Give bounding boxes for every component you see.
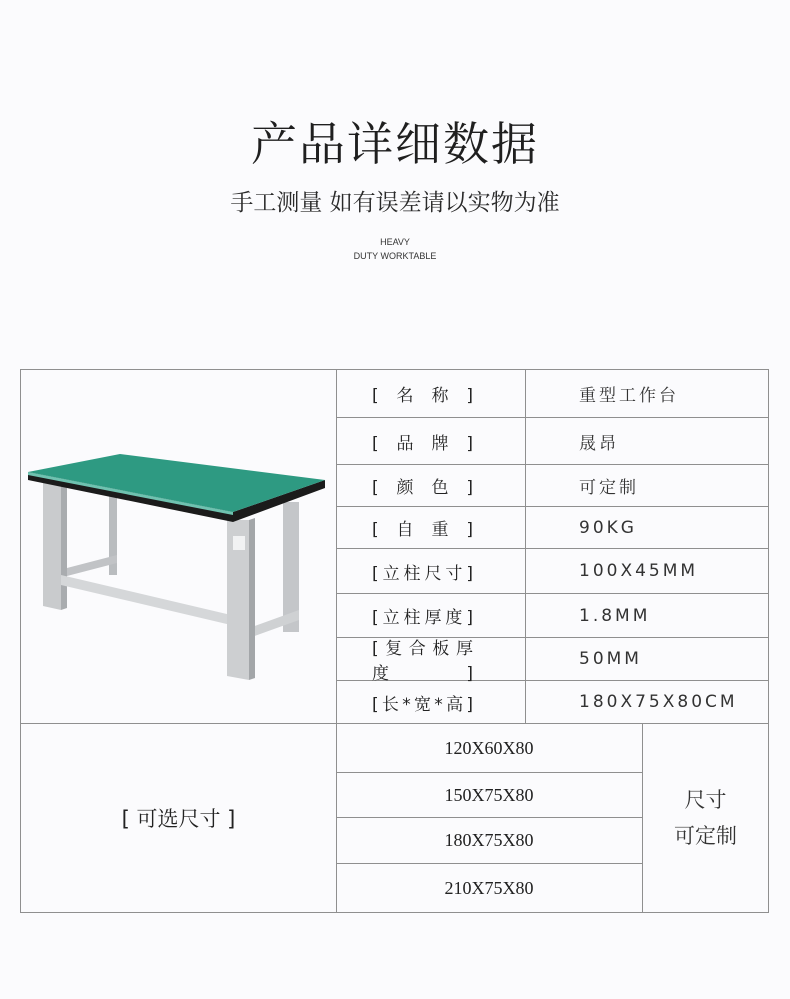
english-caption-line1: HEAVY	[380, 237, 410, 247]
english-caption-line2: DUTY WORKTABLE	[353, 251, 437, 261]
spec-table	[20, 369, 769, 724]
page-title: 产品详细数据	[251, 117, 539, 171]
size-option: 120X60X80	[336, 724, 642, 773]
spec-label: [长*宽*高]	[372, 694, 476, 715]
spec-row-name	[336, 370, 768, 418]
spec-value: 90KG	[579, 517, 637, 538]
spec-label: [立柱厚度]	[372, 608, 476, 628]
spec-label: [自重]	[372, 520, 476, 540]
spec-row-dimensions	[336, 681, 768, 723]
size-options-label: [ 可选尺寸 ]	[21, 724, 337, 912]
size-option: 180X75X80	[336, 818, 642, 864]
spec-value: 重型工作台	[579, 386, 679, 406]
spec-value: 180X75X80CM	[579, 692, 738, 712]
size-table	[20, 723, 769, 913]
spec-value: 1.8MM	[579, 605, 651, 626]
spec-row-color	[336, 465, 768, 507]
spec-value: 50MM	[579, 649, 642, 669]
spec-label: [名称]	[372, 386, 476, 406]
spec-row-weight	[336, 507, 768, 549]
spec-value: 100X45MM	[579, 561, 699, 581]
size-option: 210X75X80	[444, 877, 534, 898]
spec-label: [品牌]	[372, 433, 476, 454]
spec-label: [复合板厚度]	[372, 639, 476, 684]
spec-label: [颜色]	[372, 478, 476, 498]
spec-label: [立柱尺寸]	[372, 563, 476, 584]
spec-row-board-thickness	[336, 638, 768, 684]
product-image	[21, 370, 337, 723]
worktable-image	[21, 370, 336, 723]
spec-value: 晟昂	[579, 433, 619, 454]
spec-value: 可定制	[579, 478, 639, 498]
page-subtitle: 手工测量 如有误差请以实物为准	[230, 190, 560, 216]
size-note-line1: 尺寸	[684, 788, 727, 812]
spec-row-column-size	[336, 549, 768, 594]
spec-row-column-thickness	[336, 594, 768, 638]
size-custom-note	[642, 724, 768, 912]
size-note-line2: 可定制	[674, 824, 737, 848]
size-option: 150X75X80	[336, 773, 642, 818]
spec-row-brand	[336, 418, 768, 465]
